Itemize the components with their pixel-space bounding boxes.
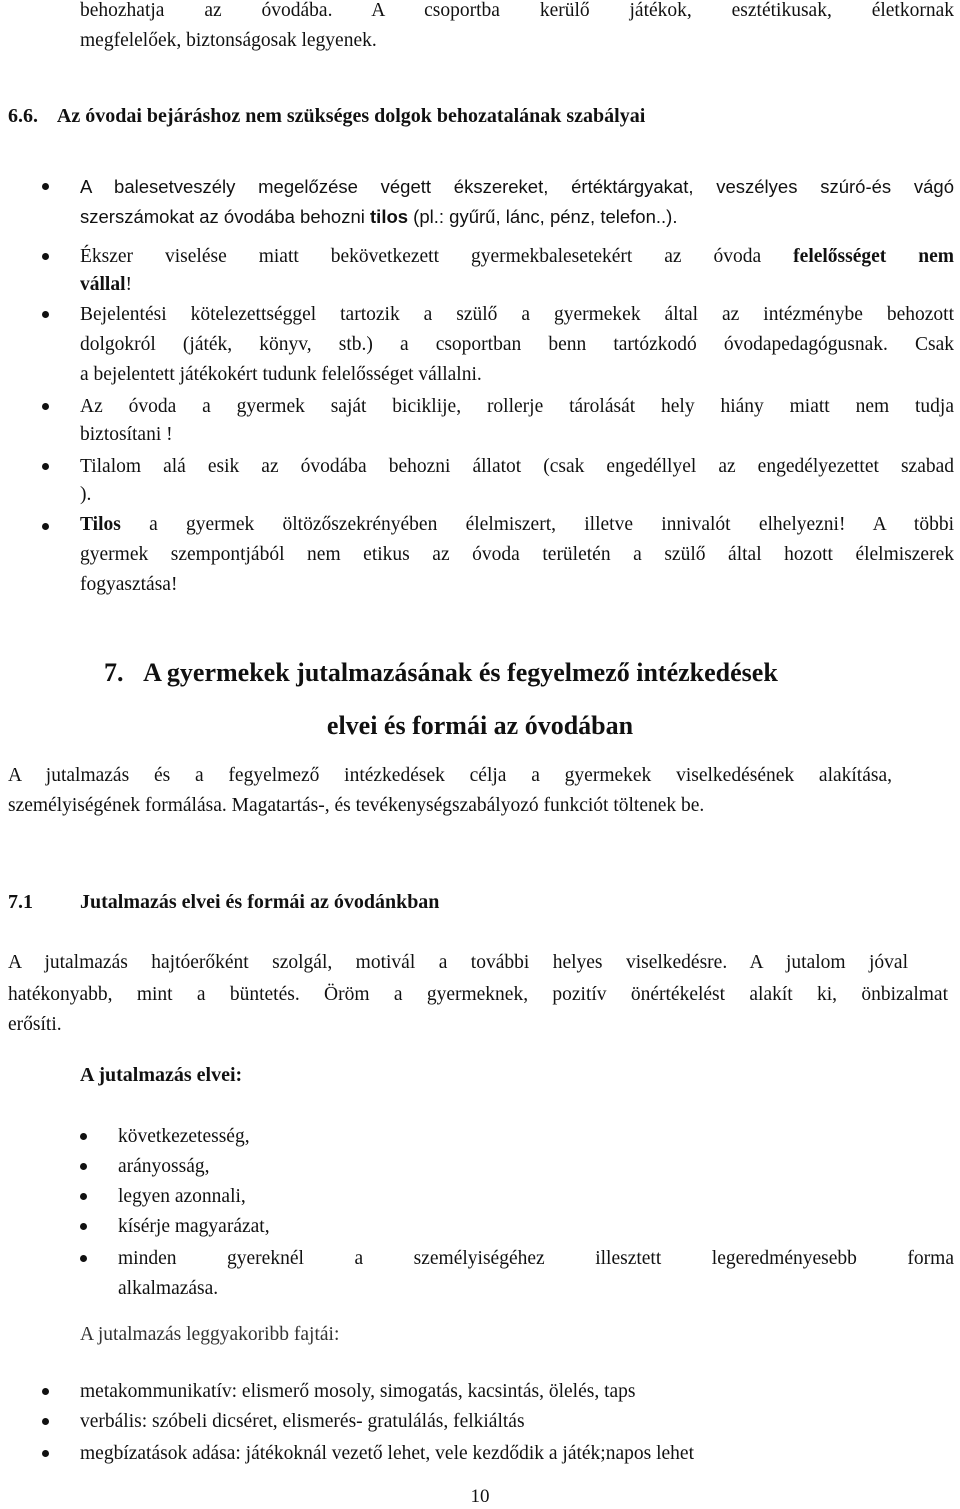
rule-1-text-end: (pl.: gyűrű, lánc, pénz, telefon..). — [408, 206, 678, 227]
principle-item-continuation: alkalmazása. — [118, 1278, 219, 1299]
section-7-1-title: Jutalmazás elvei és formái az óvodánkban — [80, 891, 440, 913]
rule-2-text: Ékszer viselése miatt bekövetkezett gyermekbalesetekért az óvoda — [80, 246, 794, 267]
section-7-title-line-1: A gyermekek jutalmazásának és fegyelmező intézkedések — [143, 658, 778, 687]
rule-2-exclaim: ! — [125, 274, 133, 295]
principle-item: kísérje magyarázat, — [118, 1216, 270, 1237]
bullet-dot — [42, 1418, 49, 1425]
bullet-dot — [42, 1388, 49, 1395]
principle-item: következetesség, — [118, 1126, 250, 1147]
rule-3-line-3: a bejelentett játékokért tudunk felelősséget vállalni. — [80, 364, 482, 385]
section-6-6-title: Az óvodai bejáráshoz nem szükséges dolgok behozatalának szabályai — [56, 105, 646, 127]
section-7-para-line-1: A jutalmazás és a fegyelmező intézkedések célja a gyermekek viselkedésének alakítása, — [8, 765, 892, 786]
rule-4-line-2: biztosítani ! — [80, 424, 173, 445]
bullet-dot — [80, 1163, 87, 1170]
rule-6-line-1 — [80, 510, 954, 540]
bullet-dot — [80, 1193, 87, 1200]
section-7-1-para-line-2: hatékonyabb, mint a büntetés. Öröm a gyermeknek, pozitív önértékelést alakít ki, önbizalmat — [8, 984, 948, 1005]
rule-2-bold-end: vállal — [80, 274, 126, 295]
bullet-dot — [80, 1255, 87, 1262]
bullet-dot — [42, 311, 49, 318]
rule-2-line-1 — [80, 242, 954, 272]
bullet-dot — [42, 253, 49, 260]
rule-1-line-2 — [80, 202, 677, 232]
rule-1-line-1: A balesetveszély megelőzése végett ékszereket, értéktárgyakat, veszélyes szúró-és vágó — [80, 176, 954, 197]
page-number: 10 — [470, 1486, 490, 1507]
rule-5-line-1: Tilalom alá esik az óvodába behozni állatot (csak engedéllyel az engedélyezettet szabad — [80, 456, 954, 477]
section-7-para-line-2: személyiségének formálása. Magatartás-, és tevékenységszabályozó funkciót töltenek be. — [8, 795, 705, 816]
section-7-1-number: 7.1 — [8, 891, 33, 913]
intro-line-2: megfelelőek, biztonságosak legyenek. — [80, 30, 377, 51]
rule-6-line-2: gyermek szempontjából nem etikus az óvoda területén a szülő által hozott élelmiszerek — [80, 544, 954, 565]
rule-6-line-3: fogyasztása! — [80, 574, 178, 595]
rule-4-line-1: Az óvoda a gyermek saját biciklije, rollerje tárolását hely hiány miatt nem tudja — [80, 396, 954, 417]
type-item: verbális: szóbeli dicséret, elismerés- gratulálás, felkiáltás — [80, 1411, 525, 1432]
rule-1-text: szerszámokat az óvodába behozni — [80, 206, 371, 227]
rule-2-bold: felelősséget nem — [793, 246, 954, 267]
rule-1-bold: tilos — [370, 206, 409, 227]
types-title: A jutalmazás leggyakoribb fajtái: — [80, 1324, 340, 1345]
bullet-dot — [42, 463, 49, 470]
type-item: megbízatások adása: játékoknál vezető lehet, vele kezdődik a játék;napos lehet — [80, 1443, 694, 1464]
principle-item: minden gyereknél a személyiségéhez illesztett legeredményesebb forma — [118, 1248, 954, 1269]
principle-item: arányosság, — [118, 1156, 210, 1177]
section-7-heading — [104, 656, 778, 690]
principles-title: A jutalmazás elvei: — [80, 1064, 243, 1086]
rule-6-text: a gyermek öltözőszekrényében élelmiszert, illetve innivalót elhelyezni! A többi — [120, 514, 954, 535]
rule-2-line-2 — [80, 270, 132, 300]
section-7-title-line-2: elvei és formái az óvodában — [326, 711, 634, 740]
intro-line-1: behozhatja az óvodába. A csoportba kerülő játékok, esztétikusak, életkornak — [80, 0, 954, 21]
section-7-1-para-line-1: A jutalmazás hajtóerőként szolgál, motivál a további helyes viselkedésre. A jutalom jóval — [8, 952, 908, 973]
bullet-dot — [42, 1450, 49, 1457]
type-item: metakommunikatív: elismerő mosoly, simogatás, kacsintás, ölelés, taps — [80, 1381, 636, 1402]
section-6-6-heading — [8, 101, 645, 131]
bullet-dot — [80, 1133, 87, 1140]
section-7-number: 7. — [104, 658, 124, 687]
rule-3-line-2: dolgokról (játék, könyv, stb.) a csoportban benn tartózkodó óvodapedagógusnak. Csak — [80, 334, 954, 355]
section-6-6-number: 6.6. — [8, 105, 38, 127]
bullet-dot — [42, 183, 49, 190]
bullet-dot — [42, 403, 49, 410]
rule-3-line-1: Bejelentési kötelezettséggel tartozik a szülő a gyermekek által az intézménybe behozott — [80, 304, 954, 325]
rule-6-bold: Tilos — [80, 514, 121, 535]
section-7-1-para-line-3: erősíti. — [8, 1014, 62, 1035]
principle-item: legyen azonnali, — [118, 1186, 246, 1207]
bullet-dot — [42, 523, 49, 530]
bullet-dot — [80, 1223, 87, 1230]
rule-5-line-2: ). — [80, 484, 92, 505]
